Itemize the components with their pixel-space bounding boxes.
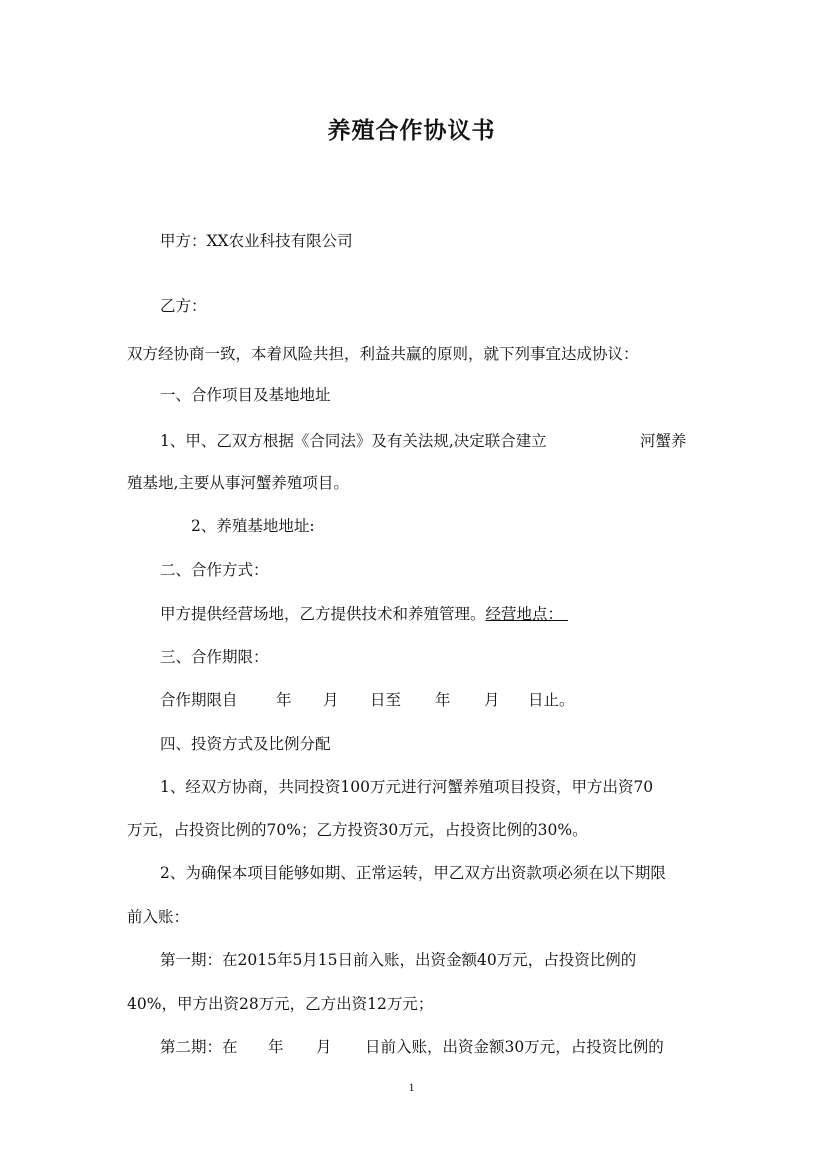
page-number: 1 bbox=[408, 1080, 415, 1094]
intro-paragraph: 双方经协商一致，本着风险共担，利益共赢的原则，就下列事宜达成协议： bbox=[127, 345, 639, 363]
section4-item2-line2: 前入账： bbox=[127, 908, 190, 926]
period-end-month: 月 bbox=[484, 691, 500, 709]
phase2-rest: 日前入账，出资金额30万元，占投资比例的 bbox=[365, 1038, 664, 1056]
period-start-year: 年 bbox=[276, 691, 292, 709]
phase1-line2: 40%，甲方出资28万元，乙方出资12万元； bbox=[127, 995, 434, 1013]
section1-heading: 一、合作项目及基地地址 bbox=[160, 386, 331, 404]
phase1-line1: 第一期：在2015年5月15日前入账，出资金额40万元，占投资比例的 bbox=[160, 951, 637, 969]
section3-heading: 三、合作期限： bbox=[160, 648, 269, 666]
party-b: 乙方： bbox=[160, 297, 207, 315]
period-end-day: 日止。 bbox=[528, 691, 575, 709]
section2-body bbox=[160, 604, 568, 624]
section1-item1-line1-b: 河蟹养 bbox=[640, 432, 687, 450]
phase2-label: 第二期：在 bbox=[160, 1038, 238, 1056]
page-title: 养殖合作协议书 bbox=[327, 118, 496, 144]
location-blank bbox=[563, 605, 568, 623]
section2-body-text: 甲方提供经营场地，乙方提供技术和养殖管理。 bbox=[160, 605, 486, 623]
section4-heading: 四、投资方式及比例分配 bbox=[160, 735, 331, 753]
section4-item1-line1: 1、经双方协商，共同投资100万元进行河蟹养殖项目投资，甲方出资70 bbox=[160, 778, 654, 796]
location-label: 经营地点： bbox=[485, 605, 564, 623]
section1-item1-line2: 殖基地,主要从事河蟹养殖项目。 bbox=[127, 474, 349, 492]
section2-heading: 二、合作方式： bbox=[160, 561, 269, 579]
section1-item1-line1-a: 1、甲、乙双方根据《合同法》及有关法规,决定联合建立 bbox=[160, 432, 547, 450]
section4-item1-line2: 万元，占投资比例的70%；乙方投资30万元，占投资比例的30%。 bbox=[127, 821, 588, 839]
phase2-year: 年 bbox=[268, 1038, 284, 1056]
period-start-month: 月 bbox=[323, 691, 339, 709]
section4-item2-line1: 2、为确保本项目能够如期、正常运转，甲乙双方出资款项必须在以下期限 bbox=[160, 864, 666, 882]
phase2-month: 月 bbox=[316, 1038, 332, 1056]
section1-item2: 2、养殖基地地址: bbox=[191, 517, 315, 535]
period-end-year: 年 bbox=[435, 691, 451, 709]
period-start-label: 合作期限自 bbox=[160, 691, 238, 709]
period-start-day: 日至 bbox=[370, 691, 402, 709]
party-a: 甲方：XX农业科技有限公司 bbox=[160, 232, 353, 250]
